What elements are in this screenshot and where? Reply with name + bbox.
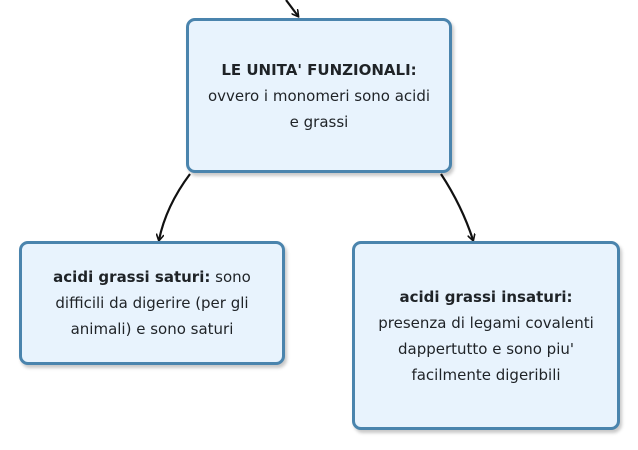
concept-unsaturated-fats[interactable]: [352, 241, 620, 430]
concept-unsaturated-fats-text: presenza di legami covalenti dappertutto e sono piu' facilmente digeribili: [378, 313, 594, 384]
concept-root-text: ovvero i monomeri sono acidi e grassi: [207, 86, 431, 131]
concept-unsaturated-fats-content: [367, 284, 605, 388]
incoming-arrow: [286, 0, 298, 16]
arrow-to-saturi: [159, 174, 190, 240]
concept-root-content: [201, 57, 437, 135]
concept-unsaturated-fats-heading: acidi grassi insaturi:: [399, 287, 573, 306]
concept-saturated-fats[interactable]: [19, 241, 285, 365]
concept-saturated-fats-text: sono difficili da digerire (per gli animali) e sono saturi: [55, 268, 251, 338]
arrow-to-insaturi: [441, 174, 473, 240]
concept-saturated-fats-content: [34, 264, 270, 342]
concept-root[interactable]: [186, 18, 452, 173]
concept-root-heading: LE UNITA' FUNZIONALI:: [221, 60, 417, 79]
concept-saturated-fats-heading: acidi grassi saturi:: [53, 268, 211, 286]
